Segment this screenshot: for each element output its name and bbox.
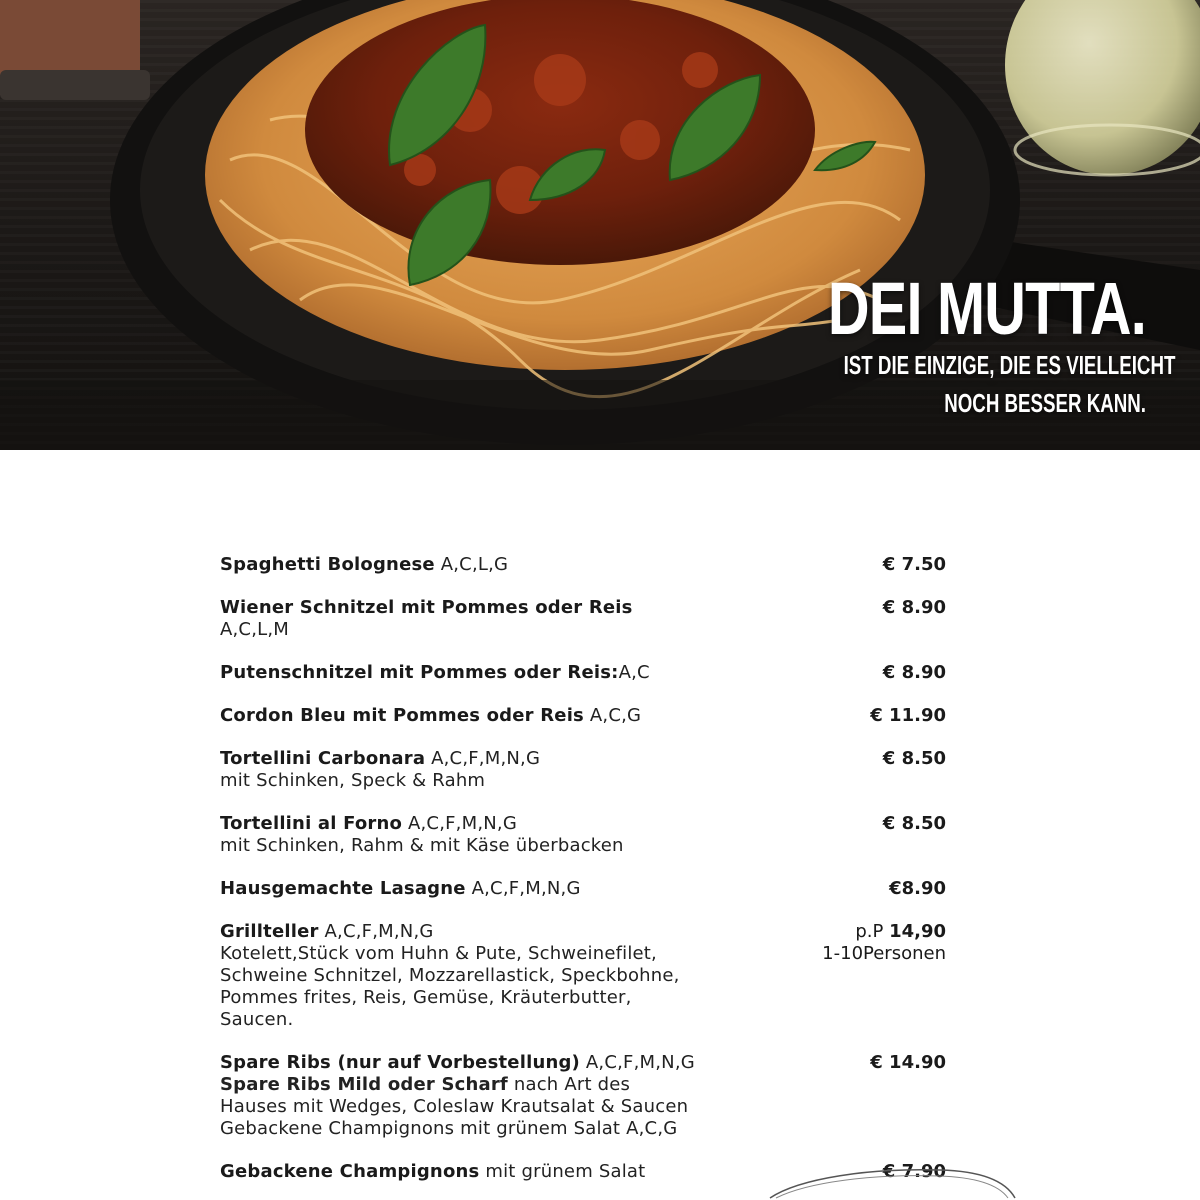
item-price: 14,90 (889, 921, 946, 942)
item-price: € 8.90 (882, 662, 946, 683)
item-name: Spaghetti Bolognese (220, 554, 435, 575)
item-price: € 7.50 (882, 554, 946, 575)
item-price-block (822, 921, 946, 965)
decorative-sketch-icon (760, 1160, 1020, 1200)
item-price: € 11.90 (870, 705, 946, 726)
item-description: mit Schinken, Rahm & mit Käse überbacken (220, 835, 624, 856)
item-price-prefix: p.P (855, 921, 890, 942)
item-name: Wiener Schnitzel mit Pommes oder Reis (220, 597, 633, 618)
item-allergens: A,C,F,M,N,G (425, 748, 541, 769)
menu-item (220, 554, 946, 576)
hero-banner (0, 0, 1200, 450)
menu-item (220, 705, 946, 727)
item-price: € 8.50 (882, 748, 946, 769)
hero-headline-block (726, 267, 1176, 422)
item-name: Hausgemachte Lasagne (220, 878, 466, 899)
item-price-note: 1-10Personen (822, 943, 946, 964)
item-description: Kotelett,Stück vom Huhn & Pute, Schweinefilet, Schweine Schnitzel, Mozzarellastick, Speckbohne, Pommes frites, Reis, Gemüse, Kräuterbutter, Saucen. (220, 943, 680, 1030)
hero-subline-1: IST DIE EINZIGE, DIE ES VIELLEICHT (843, 350, 1176, 380)
item-price: € 8.90 (882, 597, 946, 618)
item-allergens: A,C,L,M (220, 619, 290, 640)
item-price: €8.90 (889, 878, 946, 899)
menu-item (220, 921, 946, 1031)
menu-item (220, 597, 946, 641)
menu-item (220, 662, 946, 684)
item-name: Tortellini Carbonara (220, 748, 426, 769)
menu-item (220, 748, 946, 792)
item-allergens: A,C,F,M,N,G (318, 921, 434, 942)
item-name: Gebackene Champignons (220, 1161, 480, 1182)
menu-item (220, 1052, 946, 1140)
item-allergens: A,C,F,M,N,G (465, 878, 581, 899)
item-allergens: mit grünem Salat (479, 1161, 646, 1182)
item-name: Cordon Bleu mit Pommes oder Reis (220, 705, 584, 726)
item-name: Grillteller (220, 921, 319, 942)
item-name: Putenschnitzel mit Pommes oder Reis: (220, 662, 619, 683)
item-description (220, 1074, 700, 1140)
hero-headline: DEI MUTTA. (827, 267, 1146, 350)
item-allergens: A,C,F,M,N,G (580, 1052, 695, 1073)
item-description: mit Schinken, Speck & Rahm (220, 770, 486, 791)
item-price: € 8.50 (882, 813, 946, 834)
menu-item (220, 878, 946, 900)
item-name: Spare Ribs (nur auf Vorbestellung) (220, 1052, 580, 1073)
item-name: Tortellini al Forno (220, 813, 403, 834)
item-description-text: nach Art des Hauses mit Wedges, Coleslaw Krautsalat & Saucen Gebackene Champignons mit grünem Salat A,C,G (220, 1074, 689, 1139)
item-allergens: A,C (618, 662, 650, 683)
item-price: € 7.90 (882, 1161, 946, 1182)
menu-list (220, 554, 946, 1200)
menu-item (220, 813, 946, 857)
hero-subline-2: NOCH BESSER KANN. (944, 388, 1146, 418)
item-allergens: A,C,G (583, 705, 642, 726)
item-allergens: A,C,L,G (434, 554, 509, 575)
item-allergens: A,C,F,M,N,G (402, 813, 517, 834)
item-description-bold: Spare Ribs Mild oder Scharf (220, 1074, 508, 1095)
item-price: € 14.90 (870, 1052, 946, 1073)
